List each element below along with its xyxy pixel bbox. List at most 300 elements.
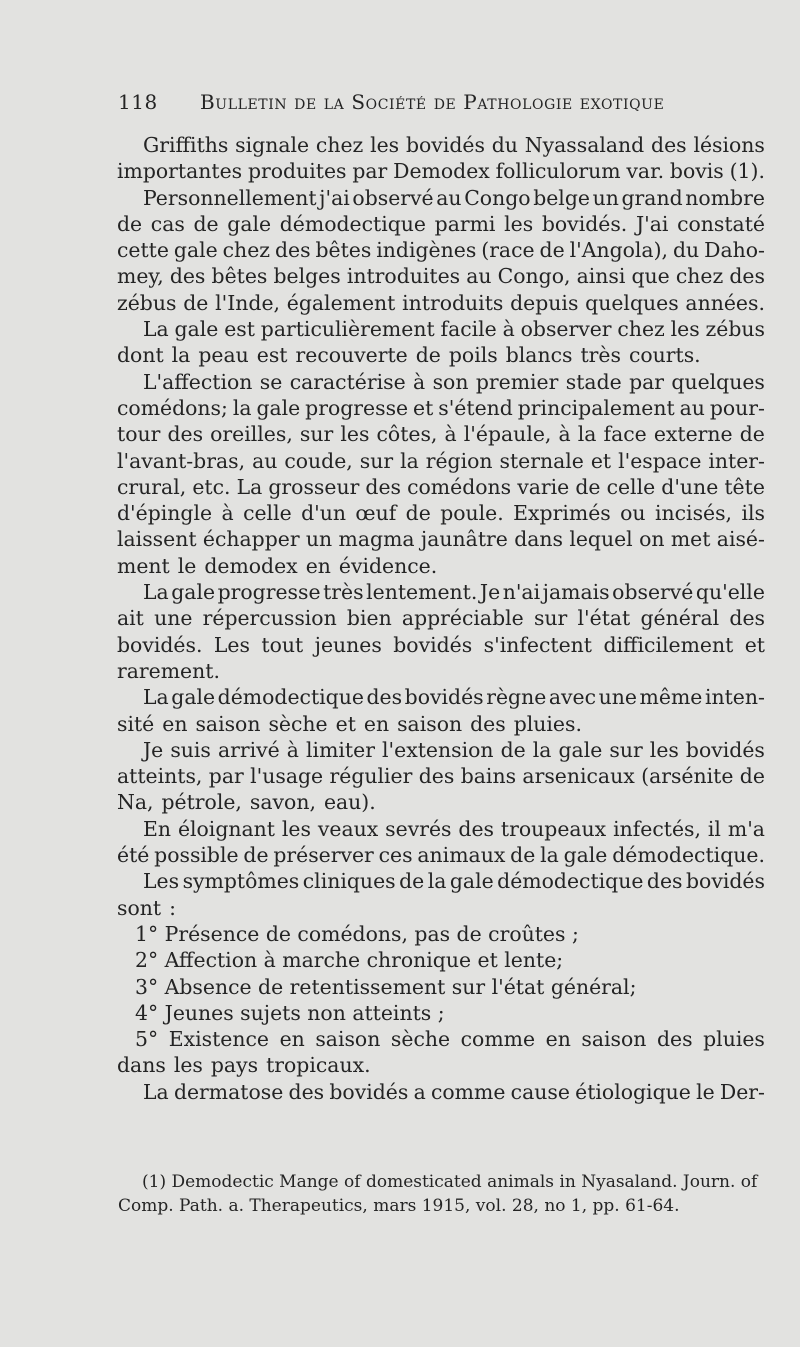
word: magma <box>338 527 415 552</box>
word: des <box>169 264 206 289</box>
word: gale <box>173 238 218 263</box>
list-item: 1° Présence de comédons, pas de croûtes ; <box>135 921 579 946</box>
word: Les <box>143 869 180 894</box>
word: et <box>590 448 612 473</box>
word: des <box>656 1027 693 1052</box>
word: m'a <box>727 816 765 841</box>
word: sur <box>359 448 394 473</box>
word: l'avant-bras, <box>117 448 246 473</box>
word: folliculorum <box>495 159 621 184</box>
word: stade <box>565 369 622 394</box>
word: très <box>323 580 364 605</box>
word: poils <box>448 343 498 368</box>
word: démodectique <box>279 211 426 236</box>
word: par <box>208 764 244 789</box>
word: chez <box>617 317 665 342</box>
word: d'épingle <box>117 501 213 526</box>
word: quelques <box>585 290 679 315</box>
word: pluies <box>703 1027 765 1052</box>
word: sur <box>299 422 334 447</box>
word: zébus <box>117 290 177 315</box>
word: sont <box>117 895 162 920</box>
word: importantes <box>117 159 243 184</box>
word: sur <box>533 606 568 631</box>
paragraph <box>117 737 765 816</box>
word: la <box>171 343 191 368</box>
text-line <box>117 316 765 342</box>
word: des <box>288 1079 325 1104</box>
word: introduites <box>346 264 461 289</box>
word: même <box>639 685 703 710</box>
word: l'espace <box>618 448 702 473</box>
article-body <box>117 132 765 1105</box>
word: lésions <box>693 133 765 157</box>
footnote-line: Comp. Path. a. Therapeutics, mars 1915, vol. 28, no 1, pp. 61-64. <box>118 1196 680 1216</box>
list-item: 4° Jeunes sujets non atteints ; <box>135 1000 445 1025</box>
word: Personnellement <box>143 185 317 210</box>
word: bovidés <box>393 632 473 657</box>
word: région <box>425 448 493 473</box>
word: l'épaule, <box>463 422 552 447</box>
word: Je <box>143 737 164 762</box>
word: L'affection <box>143 369 253 394</box>
word: bovidés. <box>117 632 203 657</box>
word: gale <box>174 317 219 342</box>
page-header <box>118 90 678 120</box>
word: à <box>221 501 234 526</box>
word: arsenicaux <box>522 764 635 789</box>
word: gale <box>256 395 301 420</box>
word: de <box>415 343 441 368</box>
word: des <box>366 685 403 710</box>
word: au <box>679 395 705 420</box>
word: gale <box>171 580 216 605</box>
word: La <box>143 685 169 710</box>
word: constaté <box>677 211 765 236</box>
word: aisé- <box>716 527 765 552</box>
word: que <box>631 264 670 289</box>
paragraph <box>117 684 765 737</box>
word: ment <box>117 553 170 578</box>
word: troupeaux <box>500 816 607 841</box>
paragraph <box>117 316 765 369</box>
word: ait <box>117 606 144 631</box>
word: l'Angola), <box>569 238 669 263</box>
word: dans <box>117 1053 166 1078</box>
word: grand <box>621 185 683 210</box>
word: sèche <box>268 711 328 736</box>
list-item: 3° Absence de retentissement sur l'état général; <box>135 974 637 999</box>
word: bovidés. <box>541 211 628 236</box>
word: de <box>399 869 425 894</box>
word: gale <box>227 211 272 236</box>
text-line <box>117 369 765 395</box>
text-line <box>117 816 765 842</box>
word: des <box>646 869 683 894</box>
word: eau). <box>323 790 376 815</box>
word: démodectique. <box>612 843 765 868</box>
word: blancs <box>505 343 573 368</box>
word: les <box>649 737 679 762</box>
word: de <box>183 290 209 315</box>
text-line <box>117 658 765 684</box>
word: de <box>739 422 765 447</box>
word: par <box>352 159 388 184</box>
word: et <box>744 632 765 657</box>
word: des <box>470 711 506 736</box>
page-number: 118 <box>118 90 158 114</box>
word: J'ai <box>635 211 669 236</box>
word: difficilement <box>603 632 734 657</box>
word: un <box>305 527 333 552</box>
word: peau <box>198 343 249 368</box>
word: a <box>413 1079 426 1104</box>
word: de <box>539 238 565 263</box>
word: chez <box>222 238 271 263</box>
list-item-continuation <box>117 1052 765 1078</box>
text-line <box>117 185 765 211</box>
word: très <box>580 343 621 368</box>
word: savon, <box>249 790 316 815</box>
text-line <box>117 895 765 921</box>
word: belge <box>533 185 590 210</box>
word: appréciable <box>401 606 524 631</box>
word: jamais <box>542 580 610 605</box>
word: règne <box>486 685 547 710</box>
word: et <box>413 395 434 420</box>
word: Demodex <box>393 159 490 184</box>
word: dans <box>514 527 563 552</box>
word: la <box>532 737 552 762</box>
text-line <box>117 868 765 894</box>
word: été <box>117 843 150 868</box>
text-line <box>117 237 765 263</box>
word: courts. <box>628 343 701 368</box>
word: des <box>167 422 204 447</box>
word: une <box>154 606 193 631</box>
word: zébus <box>705 317 765 342</box>
word: Na, <box>117 790 154 815</box>
word: bovidés <box>685 737 765 762</box>
word: var. <box>626 159 665 184</box>
list-item <box>117 1026 765 1052</box>
word: animaux <box>417 843 506 868</box>
footnote-line: (1) Demodectic Mange of domesticated animals in Nyasaland. Journ. of <box>142 1172 758 1192</box>
word: rarement. <box>117 658 220 683</box>
word: tout <box>261 632 304 657</box>
word: pluies. <box>513 711 582 736</box>
paragraph <box>117 369 765 579</box>
word: à <box>502 317 515 342</box>
word: bovidés <box>404 685 484 710</box>
word: Exprimés <box>513 501 611 526</box>
word: tour <box>117 422 161 447</box>
paragraph <box>117 816 765 869</box>
word: facile <box>440 317 497 342</box>
word: ces <box>378 843 413 868</box>
word: ils <box>741 501 765 526</box>
word: symptômes <box>182 869 300 894</box>
word: Griffiths <box>143 133 229 157</box>
word: éloignant <box>177 816 275 841</box>
word: j'ai <box>319 185 350 210</box>
word: pétrole, <box>161 790 242 815</box>
word: démodectique <box>217 685 364 710</box>
word: des <box>729 606 765 631</box>
word: Les <box>213 632 250 657</box>
word: saison <box>581 1027 647 1052</box>
word: des <box>418 764 455 789</box>
word: inten- <box>704 685 765 710</box>
word: des <box>365 474 402 499</box>
word: à <box>558 422 571 447</box>
word: chez <box>675 264 724 289</box>
word: Congo <box>464 185 531 210</box>
word: de <box>405 501 431 526</box>
word: les <box>281 816 311 841</box>
word: dermatose <box>173 1079 284 1104</box>
word: en <box>305 553 331 578</box>
word: à <box>444 422 457 447</box>
word: du <box>672 238 700 263</box>
text-line <box>117 632 765 658</box>
word: saison <box>195 711 261 736</box>
word: particulièrement <box>260 317 435 342</box>
word: saison <box>315 1027 381 1052</box>
word: le <box>177 553 197 578</box>
word: également <box>286 290 396 315</box>
word: bêtes <box>211 264 268 289</box>
word: : <box>169 895 176 920</box>
text-line <box>117 526 765 552</box>
text-line <box>117 605 765 631</box>
word: La <box>143 580 169 605</box>
word: veaux <box>317 816 379 841</box>
word: répercussion <box>202 606 337 631</box>
word: est <box>224 317 255 342</box>
word: principalement <box>517 395 675 420</box>
word: tropicaux. <box>266 1053 371 1078</box>
word: au <box>436 185 462 210</box>
text-line <box>117 579 765 605</box>
word: du <box>491 133 518 157</box>
word: recouverte <box>295 343 408 368</box>
word: l'extension <box>382 737 494 762</box>
word: les <box>340 422 370 447</box>
text-line <box>117 448 765 474</box>
word: sur <box>609 737 643 762</box>
word: en <box>545 1027 571 1052</box>
word: s'infectent <box>483 632 593 657</box>
word: sité <box>117 711 155 736</box>
word: possible <box>154 843 239 868</box>
word: sternale <box>499 448 584 473</box>
word: observer <box>520 317 612 342</box>
word: le <box>696 1079 715 1104</box>
running-title: Bulletin de la Société de Pathologie exotique <box>200 90 665 114</box>
word: il <box>707 816 721 841</box>
word: etc. <box>192 474 231 499</box>
word: bien <box>346 606 392 631</box>
word: bêtes <box>315 238 372 263</box>
word: progresse <box>217 580 321 605</box>
word: préserver <box>273 843 374 868</box>
paragraph <box>117 579 765 684</box>
word: observé <box>352 185 434 210</box>
word: les <box>670 317 700 342</box>
word: limiter <box>306 737 375 762</box>
word: la <box>400 448 419 473</box>
word: caractérise <box>289 369 406 394</box>
text-line <box>117 553 765 579</box>
paragraph <box>117 1079 765 1105</box>
word: premier <box>475 369 559 394</box>
word: lequel <box>569 527 633 552</box>
word: œuf <box>355 501 397 526</box>
word: d'une <box>661 474 719 499</box>
word: ou <box>620 501 646 526</box>
word: demodex <box>204 553 298 578</box>
word: introduits <box>402 290 504 315</box>
word: produites <box>247 159 347 184</box>
word: comédons <box>407 474 512 499</box>
word: l'usage <box>250 764 324 789</box>
word: n'ai <box>502 580 541 605</box>
word: cette <box>117 238 169 263</box>
word: varie <box>517 474 570 499</box>
word: (1). <box>729 159 765 184</box>
word: d'un <box>301 501 347 526</box>
word: jaunâtre <box>420 527 508 552</box>
word: lentement. <box>366 580 478 605</box>
text-line <box>117 474 765 500</box>
word: La <box>143 1079 169 1104</box>
word: de <box>575 474 601 499</box>
word: années. <box>685 290 765 315</box>
word: externe <box>653 422 733 447</box>
word: bovis <box>669 159 724 184</box>
word: les <box>504 211 534 236</box>
word: à <box>413 369 426 394</box>
text-line <box>117 158 765 184</box>
word: bovidés <box>329 1079 409 1104</box>
word: laissent <box>117 527 197 552</box>
word: en <box>363 711 390 736</box>
word: démodectique <box>497 869 644 894</box>
word: en <box>162 711 188 736</box>
word: gale <box>171 685 216 710</box>
word: coude, <box>284 448 353 473</box>
word: observé <box>612 580 694 605</box>
text-line <box>117 500 765 526</box>
word: l'état <box>577 606 631 631</box>
word: général <box>640 606 720 631</box>
word: est <box>256 343 288 368</box>
symptom-list <box>117 921 765 1079</box>
word: de <box>500 737 526 762</box>
word: grosseur <box>268 474 360 499</box>
word: saison <box>397 711 463 736</box>
word: 5° <box>135 1027 159 1052</box>
word: bovidés <box>685 869 765 894</box>
word: étiologique <box>575 1079 691 1104</box>
text-line <box>117 763 765 789</box>
word: des <box>458 816 495 841</box>
word: des <box>729 264 765 289</box>
word: mey, <box>117 264 164 289</box>
text-line <box>117 263 765 289</box>
word: au <box>466 264 492 289</box>
word: face <box>603 422 647 447</box>
word: cause <box>510 1079 570 1104</box>
word: de <box>117 211 143 236</box>
word: celle <box>243 501 292 526</box>
word: par <box>629 369 665 394</box>
text-line <box>117 1079 765 1105</box>
word: dont <box>117 343 164 368</box>
text-line <box>117 789 765 815</box>
word: atteints, <box>117 764 203 789</box>
word: gale <box>558 737 603 762</box>
word: La <box>143 317 169 342</box>
word: les <box>173 1053 203 1078</box>
word: Daho- <box>704 238 765 263</box>
word: échapper <box>202 527 300 552</box>
word: à <box>286 737 299 762</box>
word: indigènes <box>376 238 477 263</box>
word: et <box>335 711 356 736</box>
text-line <box>117 684 765 710</box>
word: de <box>739 764 765 789</box>
word: signale <box>235 133 310 157</box>
word: gale <box>449 869 494 894</box>
word: de <box>243 843 269 868</box>
word: bovidés <box>405 133 485 157</box>
word: des <box>651 133 687 157</box>
paragraph <box>117 868 765 921</box>
word: parmi <box>434 211 496 236</box>
word: jeunes <box>314 632 382 657</box>
word: poule. <box>440 501 504 526</box>
text-line <box>117 211 765 237</box>
word: progresse <box>305 395 409 420</box>
word: cliniques <box>302 869 396 894</box>
word: chez <box>315 133 364 157</box>
word: celle <box>606 474 656 499</box>
word: comédons; <box>117 395 228 420</box>
word: pays <box>210 1053 259 1078</box>
word: depuis <box>510 290 579 315</box>
word: inter- <box>708 448 765 473</box>
word: En <box>143 816 172 841</box>
text-line <box>117 711 765 737</box>
word: ainsi <box>576 264 626 289</box>
word: s'étend <box>438 395 513 420</box>
word: tête <box>724 474 765 499</box>
word: l'Inde, <box>215 290 281 315</box>
footnote <box>118 1170 768 1218</box>
word: Existence <box>168 1027 269 1052</box>
word: la <box>577 422 597 447</box>
word: son <box>432 369 469 394</box>
word: les <box>370 133 400 157</box>
word: on <box>639 527 665 552</box>
word: sèche <box>390 1027 451 1052</box>
word: sevrés <box>385 816 452 841</box>
text-line <box>117 737 765 763</box>
text-line <box>117 342 765 368</box>
word: comme <box>430 1079 506 1104</box>
